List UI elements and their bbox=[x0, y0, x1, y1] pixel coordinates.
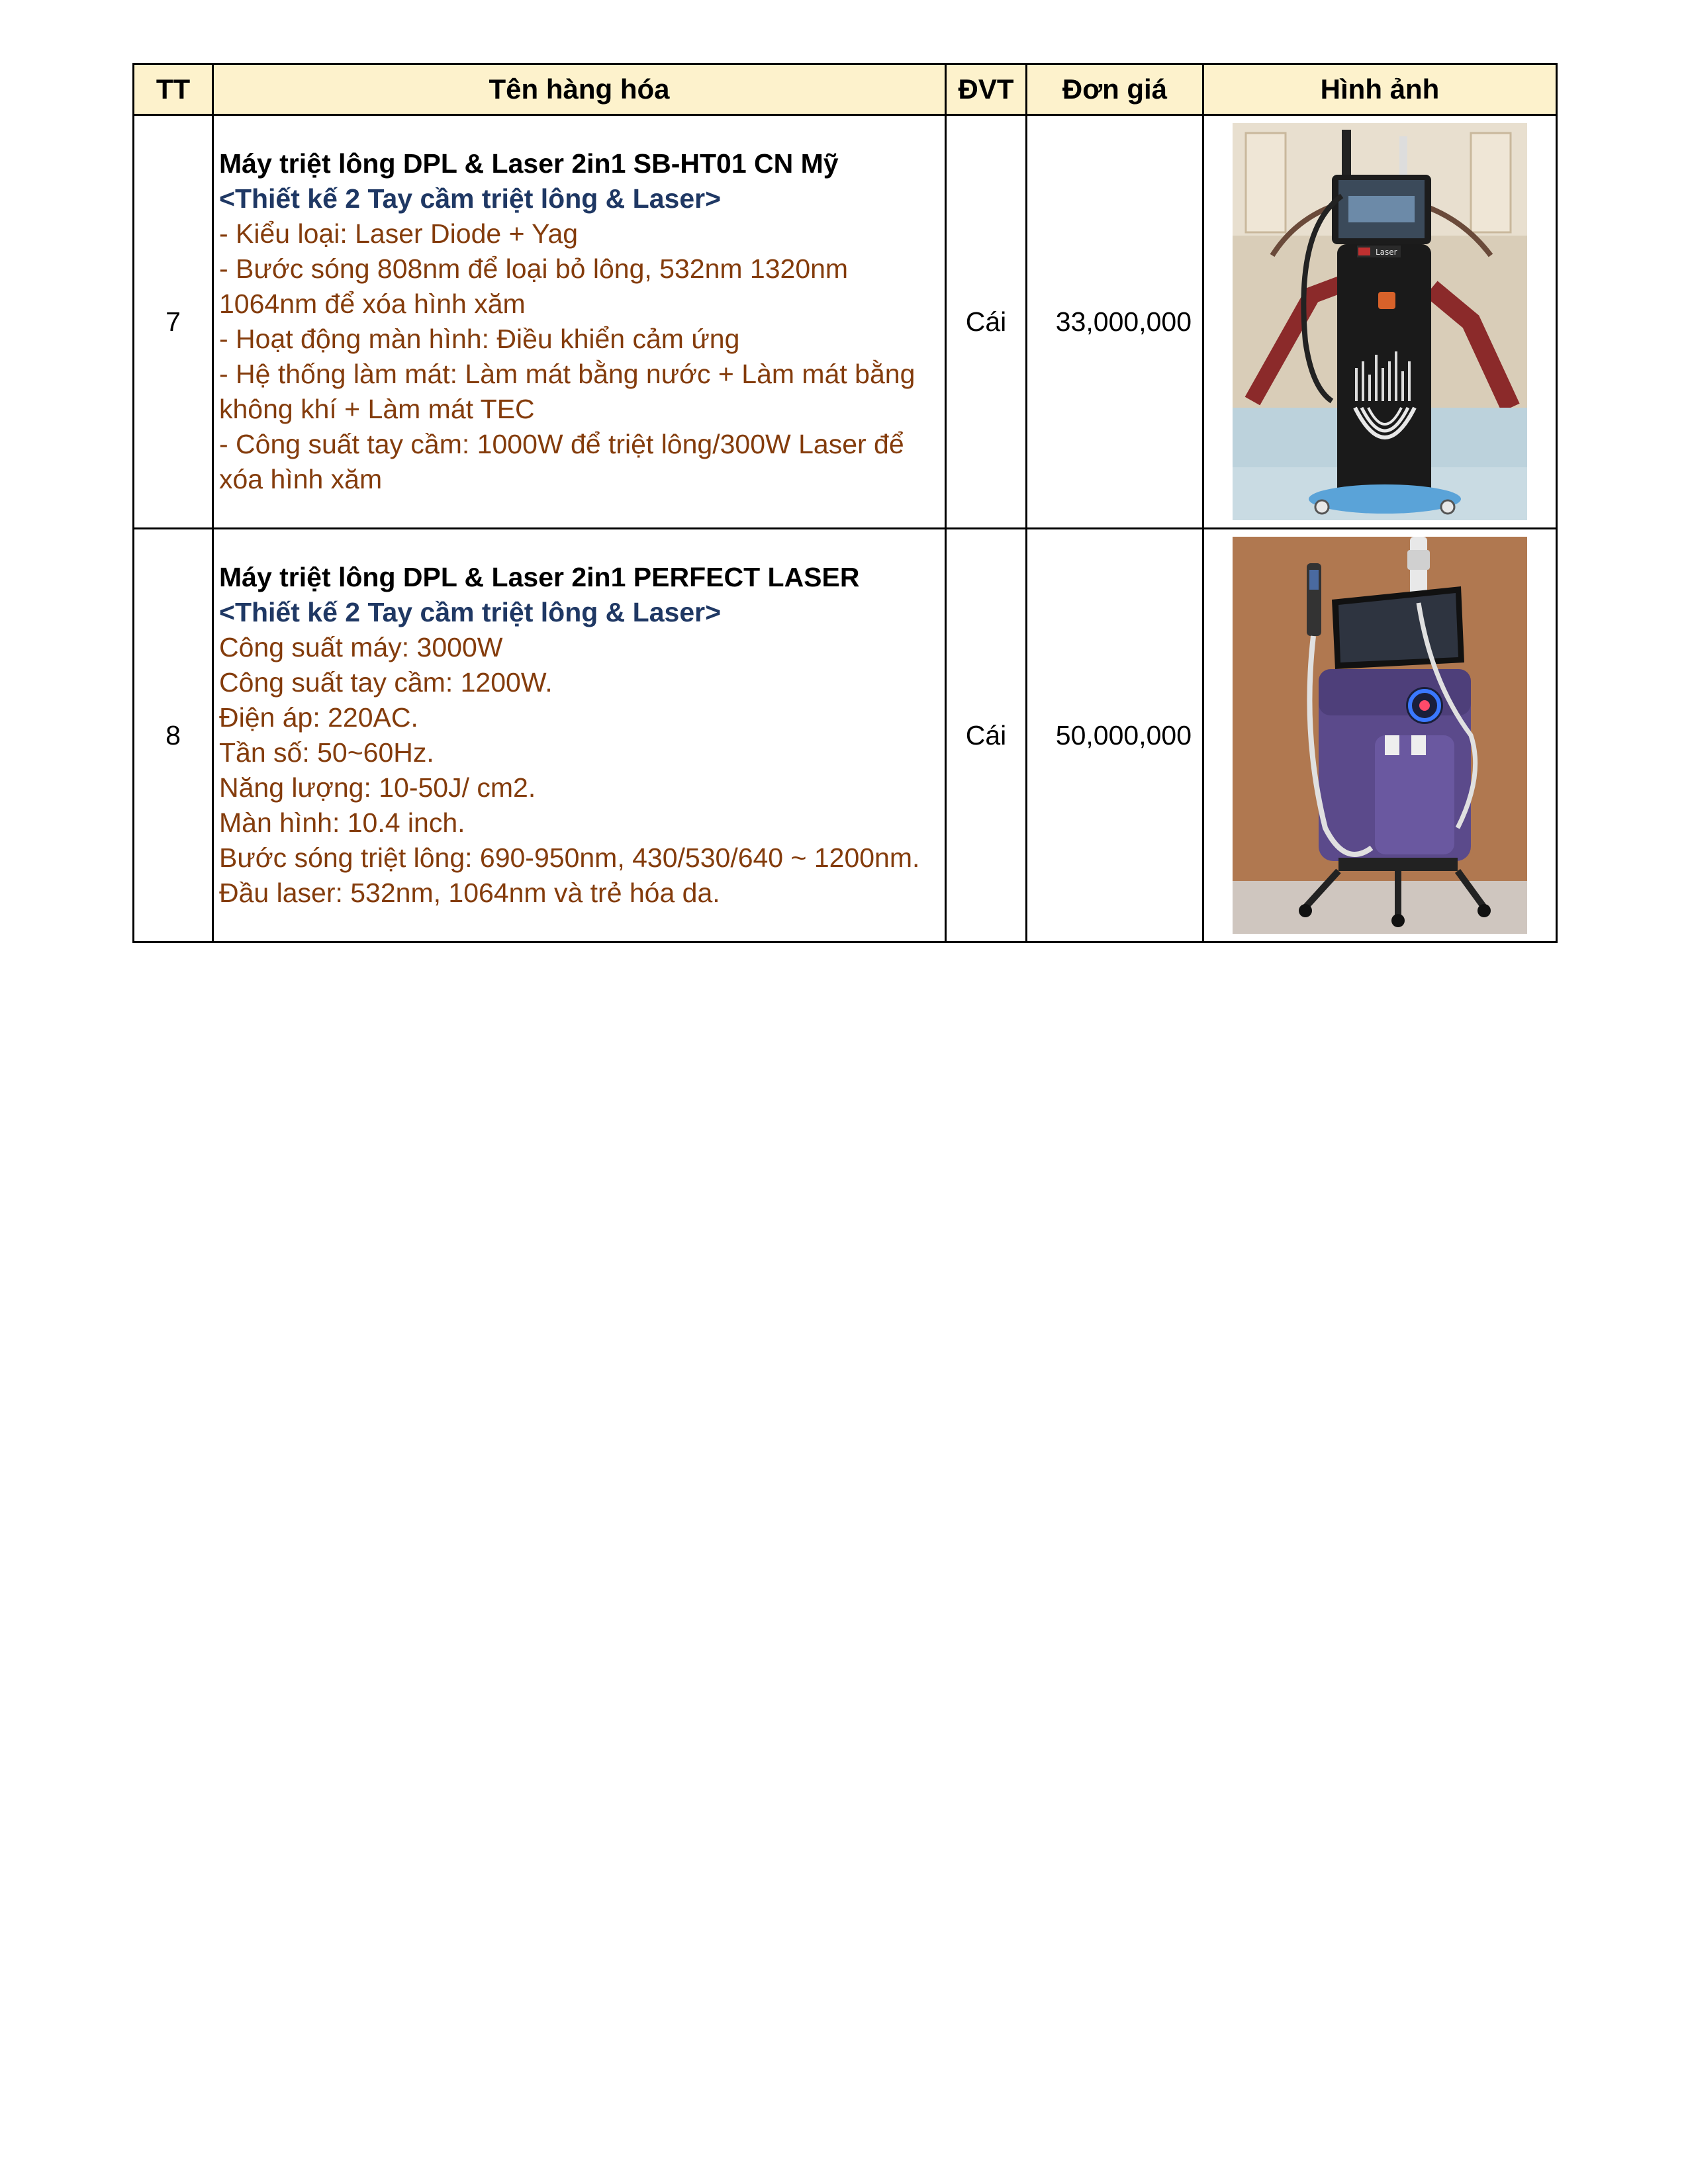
header-unit: ĐVT bbox=[946, 64, 1027, 115]
product-design-note: <Thiết kế 2 Tay cầm triệt lông & Laser> bbox=[219, 183, 722, 214]
product-description bbox=[213, 529, 946, 942]
product-design-note: <Thiết kế 2 Tay cầm triệt lông & Laser> bbox=[219, 597, 722, 627]
product-title: Máy triệt lông DPL & Laser 2in1 SB-HT01 CN Mỹ bbox=[219, 148, 839, 179]
table-row bbox=[134, 529, 1557, 942]
product-spec: - Hệ thống làm mát: Làm mát bằng nước + Làm mát bằng không khí + Làm mát TEC bbox=[219, 359, 915, 424]
product-description bbox=[213, 115, 946, 529]
product-spec: Công suất máy: 3000W bbox=[219, 632, 503, 662]
product-spec: Tần số: 50~60Hz. bbox=[219, 737, 434, 768]
product-spec: Màn hình: 10.4 inch. bbox=[219, 807, 465, 838]
product-spec: Bước sóng triệt lông: 690-950nm, 430/530/640 ~ 1200nm. bbox=[219, 842, 920, 873]
unit-cell: Cái bbox=[946, 115, 1027, 529]
header-price: Đơn giá bbox=[1027, 64, 1203, 115]
image-cell bbox=[1203, 115, 1557, 529]
price-cell: 33,000,000 bbox=[1027, 115, 1203, 529]
unit-cell: Cái bbox=[946, 529, 1027, 942]
image-cell bbox=[1203, 529, 1557, 942]
product-photo-sb-ht01 bbox=[1233, 123, 1527, 520]
product-spec: - Bước sóng 808nm để loại bỏ lông, 532nm 1320nm 1064nm để xóa hình xăm bbox=[219, 253, 849, 319]
machine-screen-label: Laser bbox=[1376, 248, 1397, 257]
table-row bbox=[134, 115, 1557, 529]
product-spec: - Công suất tay cầm: 1000W để triệt lông/300W Laser để xóa hình xăm bbox=[219, 429, 904, 494]
header-row bbox=[134, 64, 1557, 115]
product-title: Máy triệt lông DPL & Laser 2in1 PERFECT LASER bbox=[219, 562, 860, 592]
product-spec: Công suất tay cầm: 1200W. bbox=[219, 667, 553, 698]
header-image: Hình ảnh bbox=[1203, 64, 1557, 115]
row-number: 8 bbox=[134, 529, 213, 942]
product-spec: Đầu laser: 532nm, 1064nm và trẻ hóa da. bbox=[219, 878, 720, 908]
header-tt: TT bbox=[134, 64, 213, 115]
product-price-table bbox=[132, 63, 1558, 943]
product-spec: Điện áp: 220AC. bbox=[219, 702, 418, 733]
product-photo-perfect-laser bbox=[1233, 537, 1527, 934]
row-number: 7 bbox=[134, 115, 213, 529]
header-name: Tên hàng hóa bbox=[213, 64, 946, 115]
price-cell: 50,000,000 bbox=[1027, 529, 1203, 942]
product-spec: - Kiểu loại: Laser Diode + Yag bbox=[219, 218, 579, 249]
product-spec: Năng lượng: 10-50J/ cm2. bbox=[219, 772, 536, 803]
product-spec: - Hoạt động màn hình: Điều khiển cảm ứng bbox=[219, 324, 740, 354]
